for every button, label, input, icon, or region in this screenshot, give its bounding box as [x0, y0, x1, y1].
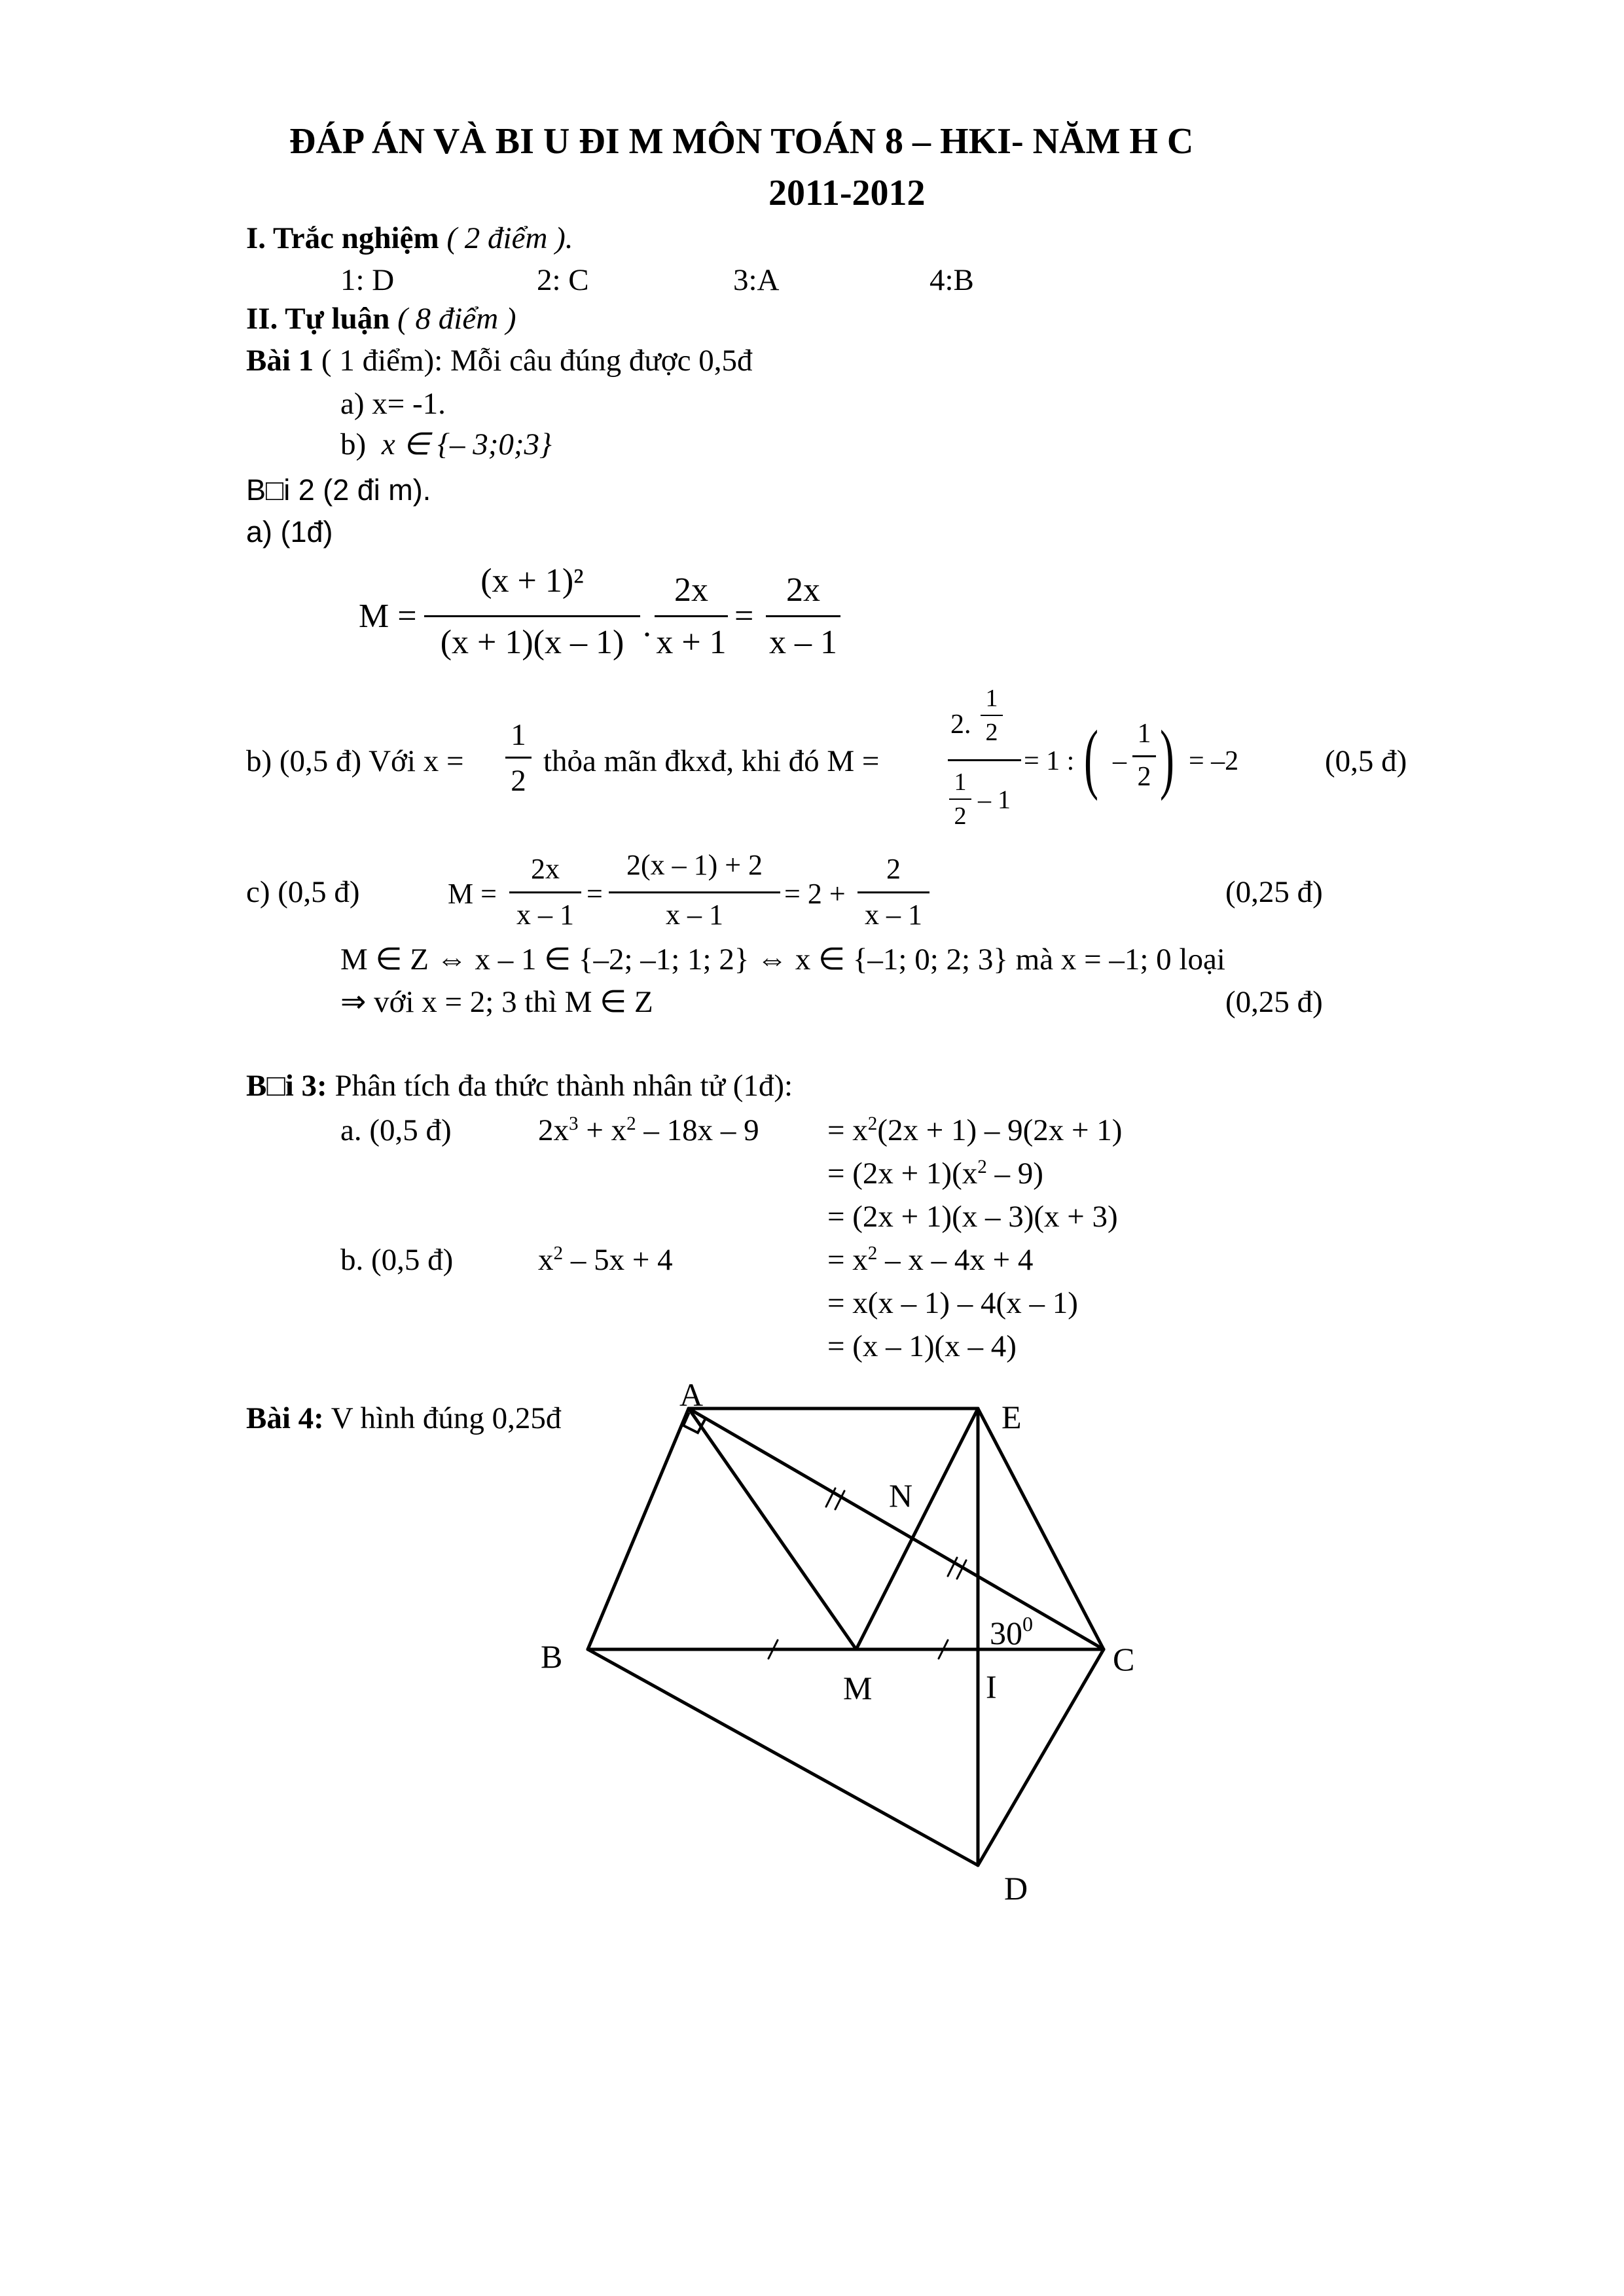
- bai3-a-rest2: – 18x – 9: [636, 1113, 759, 1147]
- bai2-b-bignum: 2.: [950, 709, 971, 740]
- bai2-c-M: M =: [448, 878, 497, 910]
- bai2-a-num3: 2x: [786, 571, 820, 609]
- bai3-a-exp: 3: [569, 1113, 579, 1134]
- bai2-c-score2: (0,25 đ): [1225, 985, 1323, 1019]
- bai3-a-base: 2x: [538, 1113, 569, 1147]
- bai2-c-den2: x – 1: [666, 899, 723, 931]
- bai2-b-rparen: ): [1160, 714, 1174, 801]
- bai4-label: Bài 4:: [246, 1401, 324, 1435]
- bai2-heading: B□i 2 (2 đi m).: [246, 473, 431, 507]
- bai3-b-step2: = x(x – 1) – 4(x – 1): [827, 1286, 1078, 1320]
- bai2-b-bigden-tail: – 1: [978, 785, 1011, 814]
- bai2-a-den2: x + 1: [656, 624, 727, 661]
- bai3-b-base: x: [538, 1243, 554, 1277]
- part2-heading: II. Tự luận: [246, 302, 390, 336]
- part1-points: ( 2 điểm ).: [446, 221, 573, 255]
- answer-1: 1: D: [340, 263, 395, 297]
- bai2-a-eq: =: [734, 598, 754, 635]
- answer-2: 2: C: [537, 263, 589, 297]
- bai2-c-line3: ⇒ với x = 2; 3 thì M ∈ Z: [340, 985, 653, 1019]
- bai2-c-num3: 2: [886, 853, 901, 885]
- title-line-1: ĐÁP ÁN VÀ BI U ĐI M MÔN TOÁN 8 – HKI- NĂM H C: [289, 121, 1194, 162]
- point-label-N: N: [889, 1477, 913, 1514]
- bai2-b-bigden-frac-num: 1: [954, 768, 967, 796]
- segment-AB: [588, 1408, 689, 1649]
- bai2-b-score: (0,5 đ): [1325, 744, 1407, 778]
- bai2-c-score1: (0,25 đ): [1225, 875, 1323, 909]
- bai2-a-label: a) (1đ): [246, 515, 333, 548]
- bai3-a-step1exp: 2: [867, 1113, 878, 1134]
- bai2-b-bigden-frac-den: 2: [954, 802, 967, 830]
- point-label-C: C: [1113, 1641, 1135, 1677]
- bai1-desc: ( 1 điểm): Mỗi câu đúng được 0,5đ: [321, 344, 753, 378]
- bai3-b-step1b: – x – 4x + 4: [877, 1243, 1034, 1277]
- angle-degree: 0: [1022, 1612, 1033, 1636]
- bai2-a-den1: (x + 1)(x – 1): [440, 624, 624, 661]
- bai2-b-in-den: 2: [1137, 762, 1151, 792]
- bai3-a-step1b: (2x + 1) – 9(2x + 1): [877, 1113, 1123, 1147]
- bai1-label: Bài 1: [246, 344, 314, 378]
- bai2-a-den3: x – 1: [769, 624, 837, 661]
- bai2-c-num2: 2(x – 1) + 2: [626, 849, 763, 881]
- point-label-M: M: [843, 1670, 873, 1706]
- point-label-E: E: [1001, 1399, 1022, 1435]
- bai2-b-minus: –: [1113, 746, 1127, 776]
- bai3-b-label: b. (0,5 đ): [340, 1243, 454, 1277]
- bai3-a-label: a. (0,5 đ): [340, 1113, 452, 1147]
- bai2-b-bignum-frac-den: 2: [985, 719, 998, 746]
- bai4-desc: V hình đúng 0,25đ: [331, 1401, 562, 1435]
- answer-3: 3:A: [733, 263, 780, 297]
- bai2-b-half-num: 1: [511, 718, 526, 752]
- bai2-c-den1: x – 1: [516, 899, 574, 931]
- bai2-c-eq1: =: [586, 878, 603, 910]
- angle-value: 30: [990, 1615, 1022, 1651]
- bai3-label: B□i 3:: [246, 1069, 327, 1103]
- bai2-b-bignum-frac-num: 1: [985, 685, 998, 712]
- bai2-b-eq2: = –2: [1189, 746, 1239, 776]
- point-label-A: A: [679, 1376, 704, 1413]
- bai2-b-text2: thỏa mãn đkxđ, khi đó M =: [543, 744, 880, 778]
- bai3-b-exp: 2: [553, 1242, 564, 1264]
- bai1-a: a) x= -1.: [340, 387, 446, 421]
- bai1-b-prefix: b): [340, 427, 367, 461]
- bai2-a-num2: 2x: [674, 571, 708, 609]
- bai2-b-in-num: 1: [1137, 719, 1151, 749]
- bai2-c-num1: 2x: [531, 853, 560, 885]
- bai1-b-math: x ∈ {– 3;0;3}: [381, 427, 552, 461]
- bai3-a-rest1: + x: [578, 1113, 627, 1147]
- segment-BD: [588, 1649, 978, 1865]
- point-label-B: B: [541, 1638, 563, 1675]
- bai2-b-lparen: (: [1084, 714, 1098, 801]
- bai2-b-text1: b) (0,5 đ) Với x =: [246, 744, 464, 778]
- bai3-a-exp2: 2: [626, 1113, 636, 1134]
- bai3-a-step2exp: 2: [977, 1156, 987, 1177]
- bai2-c-eq2: = 2 +: [784, 878, 846, 910]
- bai3-a-step1a: = x: [827, 1113, 868, 1147]
- segment-CD: [978, 1649, 1104, 1865]
- point-label-I: I: [986, 1668, 997, 1705]
- bai3-b-step3: = (x – 1)(x – 4): [827, 1329, 1017, 1363]
- bai3-desc: Phân tích đa thức thành nhân tử (1đ):: [334, 1069, 793, 1103]
- bai3-a-step2b: – 9): [986, 1157, 1043, 1191]
- bai2-b-eq1: = 1 :: [1024, 746, 1075, 776]
- title-line-2: 2011-2012: [768, 173, 926, 213]
- bai3-b-step1a: = x: [827, 1243, 868, 1277]
- answer-4: 4:B: [929, 263, 974, 297]
- bai2-c-label: c) (0,5 đ): [246, 875, 360, 909]
- part2-points: ( 8 điểm ): [397, 302, 516, 336]
- bai2-a-M: M =: [359, 598, 417, 635]
- bai2-b-half-den: 2: [511, 764, 526, 798]
- angle-label: [990, 1612, 1033, 1651]
- point-label-D: D: [1004, 1870, 1028, 1907]
- bai3-b-rest: – 5x + 4: [563, 1243, 673, 1277]
- bai3-b-step1exp: 2: [867, 1242, 878, 1264]
- bai3-a-step3: = (2x + 1)(x – 3)(x + 3): [827, 1200, 1118, 1234]
- bai2-a-num1: (x + 1)²: [480, 562, 584, 600]
- segment-EM: [856, 1408, 978, 1649]
- part1-heading: I. Trắc nghiệm: [246, 221, 439, 255]
- bai2-a-dot: .: [643, 607, 651, 644]
- bai2-c-line2: M ∈ Z ⇔ x – 1 ∈ {–2; –1; 1; 2} ⇔ x ∈ {–1; 0; 2; 3} mà x = –1; 0 loại: [340, 942, 1225, 977]
- bai2-c-den3: x – 1: [865, 899, 922, 931]
- bai3-a-step2a: = (2x + 1)(x: [827, 1157, 978, 1191]
- segment-AM: [689, 1408, 856, 1649]
